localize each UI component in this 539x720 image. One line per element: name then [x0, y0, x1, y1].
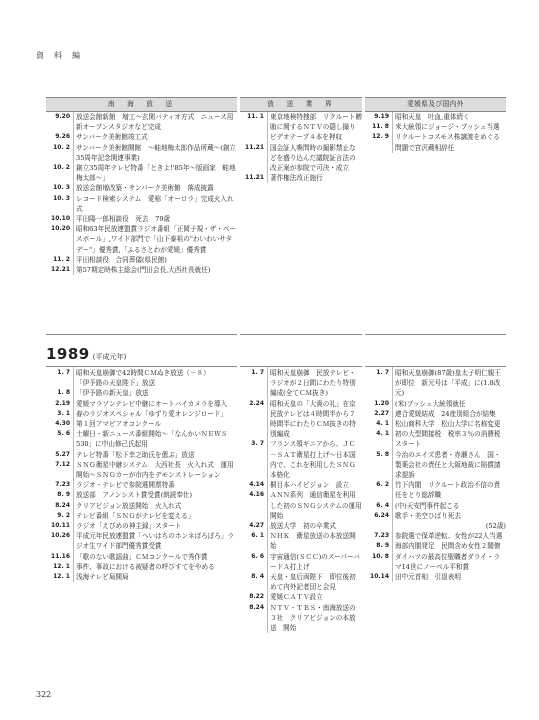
event-row [365, 132, 506, 152]
event-text: 桐目本ハイビジョン 設立 [270, 481, 349, 490]
event-text: テレビ特番「松下幸之助氏を偲ぶ」放送 [76, 450, 195, 459]
event-date: 4.16 [249, 491, 264, 499]
event-text: 竹下内閣 リクルート政治不信の責任をとり総辞職 [395, 481, 501, 500]
event-date: 12. 1 [53, 573, 70, 581]
event-date: 7.12 [55, 460, 70, 468]
event-date: 12. 9 [372, 133, 389, 141]
event-text: 松山商科大学 松山大学に名称変更 [395, 420, 501, 429]
event-text: (米)ブッシュ大統領就任 [395, 399, 466, 408]
event-row [46, 194, 237, 214]
event-text: 平田陽一郎相談役 死去 79歳 [76, 215, 171, 224]
event-text: 米大統領にジョージ・ブッシュ当選 [395, 123, 500, 132]
event-date: 11.16 [51, 552, 70, 560]
event-text: 今治のエイズ患者・赤瀬さん 国・製薬会社の責任と大阪地裁に賠償請求提訴 [395, 450, 501, 480]
event-text: クリアビジョン放送開始 火入れ式 [76, 501, 182, 510]
event-date: 4.27 [249, 522, 264, 530]
event-date: 8. 9 [376, 542, 389, 550]
event-row [46, 460, 237, 480]
event-date: 9.20 [55, 113, 70, 120]
event-date: 2.27 [374, 409, 389, 417]
event-date: 11. 2 [53, 255, 70, 263]
event-date: 10. 3 [53, 184, 70, 192]
column-header: 南 海 放 送 [46, 97, 237, 112]
event-text: ラジオ「えびめの神主録」スタート [76, 522, 182, 531]
event-row [46, 531, 237, 551]
event-row [240, 399, 362, 440]
event-row [46, 368, 237, 378]
column-broadcast-industry [240, 97, 362, 335]
event-row [46, 521, 237, 531]
year-heading [46, 345, 126, 363]
event-text: 東京地検特捜部 リクルート贈賄に関するＮＴＶの隠し撮りビデオテープ４本を押収 [270, 113, 362, 142]
event-row [46, 450, 237, 460]
event-text: 初の大型間接税 税率３％の消費税スタート [395, 430, 501, 449]
event-row [365, 501, 506, 511]
event-row [240, 439, 362, 480]
event-text: ＮＴＶ・ＴＢＳ・南海放送の３社 クリアビジョンの本放送 開始 [270, 603, 356, 633]
event-date: 8.24 [249, 603, 264, 611]
event-date: 9. 2 [57, 511, 70, 519]
event-date: 7.23 [374, 532, 389, 540]
event-date: 10. 3 [53, 194, 70, 202]
event-row [365, 122, 506, 132]
event-date: 12.21 [51, 266, 70, 274]
event-date: 10. 2 [53, 164, 70, 172]
event-row [240, 143, 362, 174]
event-row [46, 562, 237, 572]
event-row [46, 224, 237, 255]
event-row [46, 572, 237, 582]
event-text: ダイハツの最高位聖職者ダライ・ラマ14世にノーベル平和賞 [395, 552, 501, 571]
column-nankai-broadcasting [46, 97, 237, 335]
column-header: 愛媛県及び国内外 [365, 97, 506, 112]
event-date: 11.21 [245, 143, 264, 151]
event-row [46, 265, 237, 275]
event-date: 6. 1 [251, 532, 264, 540]
event-date: 2.24 [249, 399, 264, 407]
event-text: 第１回アマビアオコンクール [76, 420, 162, 429]
event-row [365, 112, 506, 122]
event-row [46, 409, 237, 419]
event-row [46, 132, 237, 142]
section-header: 資 料 編 [36, 51, 81, 60]
event-row [365, 511, 506, 521]
event-date: 8.22 [249, 593, 264, 601]
event-row [46, 143, 237, 163]
event-row [365, 531, 506, 541]
event-date: 2.19 [55, 399, 70, 407]
era-label: (平成元年) [92, 353, 127, 361]
event-text: 昭和天皇の「大喪の礼」在京民放テレビは４時間半から７時間半にわたりＣＭ抜きの特別編成 [270, 399, 356, 439]
event-date: 9.19 [374, 113, 389, 120]
event-date [46, 378, 70, 388]
event-date: 10.11 [51, 522, 70, 530]
event-date: 6. 4 [376, 501, 389, 509]
event-date: 11. 8 [372, 123, 389, 131]
event-list [240, 366, 362, 633]
event-text: 春のラジオスペシャル「ゆずり愛オレンジロード」 [76, 409, 228, 418]
event-row [46, 214, 237, 224]
event-row [46, 429, 237, 449]
event-row [46, 378, 237, 388]
event-row [46, 399, 237, 409]
page-number: 322 [36, 690, 52, 699]
event-text: 第57期定時株主総会(門田会長,大西社長就任) [76, 266, 211, 275]
event-date: 6. 2 [376, 481, 389, 489]
event-row [365, 409, 506, 419]
event-date: 10.26 [51, 532, 70, 540]
event-date: 4.14 [249, 481, 264, 489]
event-row [46, 552, 237, 562]
event-date: 11.21 [245, 174, 264, 182]
event-text: ＳＮＧ衛星中継システム 大西社長 火入れ式 運用開始～ＳＮＧカーが市内をデモンストレーション [76, 460, 234, 480]
event-row [240, 368, 362, 399]
event-text: レコード検索システム 愛称「オーロラ」完成火入れ式 [76, 194, 234, 213]
event-date: 1. 7 [251, 369, 264, 376]
event-row [240, 572, 362, 592]
column-nankai-broadcasting [46, 366, 237, 633]
event-date: 5.27 [55, 450, 70, 458]
event-text: (52歳) [485, 522, 506, 531]
event-date: 10.10 [51, 215, 70, 223]
event-row [46, 511, 237, 521]
event-date: 1.20 [374, 399, 389, 407]
event-text: 昭和63年民放連盟賞ラジオ番組「正岡子規・ザ・ベースボール」,ワイド部門で「山下泰祖の"わいわいサタデー"」優秀賞,「ふるさとわが愛媛」優秀賞 [76, 225, 237, 254]
event-text: 放送会館増改築・サンバーク美術館 落成披露 [76, 184, 214, 193]
column-header: 放 送 業 界 [240, 97, 362, 112]
event-row [46, 163, 237, 183]
timeline-table-1988 [46, 97, 506, 334]
event-text: ＡＮＮ系列 通信衛星を利用した初のＳＮＧシステムの運用開始 [270, 491, 362, 520]
event-row [240, 112, 362, 143]
event-row [365, 572, 506, 582]
event-row [46, 112, 237, 132]
event-text: リクルートコスモス株譲渡をめぐる問題で宮沢蔵相辞任 [395, 133, 500, 152]
event-row [46, 501, 237, 511]
event-row [365, 368, 506, 399]
event-list [240, 112, 362, 183]
event-row [365, 480, 506, 500]
event-date: 6.24 [374, 511, 389, 519]
event-text: 愛媛マラソンテレビ中継にオートバイカメラを導入 [76, 399, 228, 408]
event-text: 「歌のない歌謡曲」ＣＭコンクールで秀作賞 [76, 552, 208, 561]
event-text: フランス領ギニアから、ＪＣ－ＳＡＴ衛星打上げ～日本国内で、これを利用したＳＮＧ本格化 [270, 440, 356, 480]
event-date: 10.20 [51, 225, 70, 233]
event-row [365, 450, 506, 481]
event-text: 創立35周年テレビ特番「ときよ!'85年～版画家 畦地梅太郎～」 [76, 164, 236, 183]
event-date: 12. 1 [53, 562, 70, 570]
event-date: 5. 6 [57, 430, 70, 438]
event-date: 7.23 [55, 481, 70, 489]
event-text: 平田相談役 合同葬儀(県民館) [76, 255, 167, 264]
timeline-table-1989 [46, 366, 506, 633]
event-text: サンバーク美術館開館 ～畦地梅太郎作品所蔵～(創立35周年記念関連事業) [76, 143, 237, 162]
event-date: 9.26 [55, 133, 70, 141]
event-row [240, 552, 362, 572]
event-text: ラジオ・テレビで参院選開票特番 [76, 481, 175, 490]
column-ehime-and-world [365, 97, 506, 335]
event-text: (中)天安門事件起こる [395, 501, 460, 510]
event-date [365, 521, 389, 531]
event-list [46, 366, 237, 582]
event-date: 3. 1 [57, 409, 70, 417]
column-ehime-and-world [365, 366, 506, 633]
event-date: 8. 4 [251, 573, 264, 581]
event-row [46, 480, 237, 490]
event-date: 3. 7 [251, 440, 264, 448]
event-row [46, 490, 237, 500]
event-row [240, 603, 362, 634]
event-row [46, 183, 237, 193]
event-date: 10. 2 [53, 143, 70, 151]
event-date: 8. 9 [57, 491, 70, 499]
column-broadcast-industry [240, 366, 362, 633]
event-text: サンバーク美術館竣工式 [76, 133, 148, 142]
event-row [240, 480, 362, 490]
event-text: 天皇・皇后両陛下 即位後初めて内外記者団と会見 [270, 573, 356, 592]
event-date: 8.24 [55, 501, 70, 509]
event-text: 「伊予路の天皇陛下」放送 [76, 379, 156, 388]
event-date: 4. 1 [376, 430, 389, 438]
event-list [365, 112, 506, 153]
event-row [240, 490, 362, 521]
event-row [365, 541, 506, 551]
event-text: ＮＨＫ 衛星放送の本放送開始 [270, 532, 356, 551]
event-text: 浅海テレビ局開局 [76, 573, 129, 582]
event-row [46, 388, 237, 398]
event-row [240, 531, 362, 551]
event-date: 1. 7 [57, 369, 70, 376]
event-text: 参院選で保革逆転、女性が22人当選 [395, 532, 503, 541]
event-text: 土曜日・新ニュース番組開始～「なんかいＮＥＷＳ530」に中山修己氏起用 [76, 430, 228, 449]
year-number: 1989 [46, 345, 90, 363]
event-text: 昭和天皇崩御(87歳)皇太子明仁親王が即位 新元号は「平成」に(1.8改元) [395, 369, 501, 398]
event-date: 4.30 [55, 420, 70, 428]
event-date: 10.14 [370, 573, 389, 581]
event-row [240, 521, 362, 531]
event-row [365, 521, 506, 531]
event-date: 1. 8 [57, 389, 70, 397]
event-text: 放送会館新館 増工～玄関バティオ方式 ニュース用新オープンスタジオなど完成 [76, 113, 234, 132]
event-row [365, 429, 506, 449]
event-text: 田中元首相 引退表明 [395, 573, 461, 582]
event-row [46, 255, 237, 265]
event-date: 1. 7 [376, 369, 389, 376]
event-text: 事件、事故における被疑者の呼びすてをやめる [76, 562, 215, 571]
event-row [240, 173, 362, 183]
event-text: 歌手・美空ひばり死去 [395, 511, 461, 520]
event-text: 愛媛ＣＡＴＶ設立 [270, 593, 323, 602]
event-row [365, 399, 506, 409]
event-text: 宇宙通信(ＳＣＣ)のスーパーバードＡ打上げ [270, 552, 360, 571]
event-text: 昭和天皇 吐血,重体続く [395, 113, 470, 121]
event-list [46, 112, 237, 275]
event-text: 著作権法改正施行 [270, 174, 323, 183]
event-row [365, 552, 506, 572]
event-date: 6. 6 [251, 552, 264, 560]
event-date: 4. 1 [376, 420, 389, 428]
event-text: 昭和天皇崩御 民放テレビ・ラジオが２日間にわたり特別編成(全てＣＭ抜き) [270, 369, 356, 398]
event-row [46, 419, 237, 429]
event-text: 平成元年民放連盟賞「へいはちのホンネばろぼろ」ラジオ生ワイド部門優秀賞受賞 [76, 532, 235, 551]
event-list [365, 366, 506, 582]
event-text: 放送部 アノンシスト賞受賞(朗読奉仕) [76, 491, 193, 500]
event-text: 海部内閣発足 民間含め女性２閣僚 [395, 542, 501, 551]
event-text: 昭和天皇崩御で42時間ＣＭぬき放送（－８） [76, 369, 210, 377]
event-row [365, 419, 506, 429]
event-date: 10. 8 [372, 552, 389, 560]
event-row [240, 592, 362, 602]
event-date: 11. 1 [247, 113, 264, 120]
event-text: 放送大学 初の卒業式 [270, 522, 336, 531]
event-text: 「伊予路の新天皇」放送 [76, 389, 149, 398]
event-text: テレビ番組「ＳＮＧがテレビを変える」 [76, 511, 195, 520]
event-date: 5. 8 [376, 450, 389, 458]
event-text: 連合愛媛結成 24産別組合が結集 [395, 409, 496, 418]
event-text: 国会証人喚問時の撮影禁止などを盛り込んだ議院証言法の改正案が参院で可決・成立 [270, 143, 356, 173]
